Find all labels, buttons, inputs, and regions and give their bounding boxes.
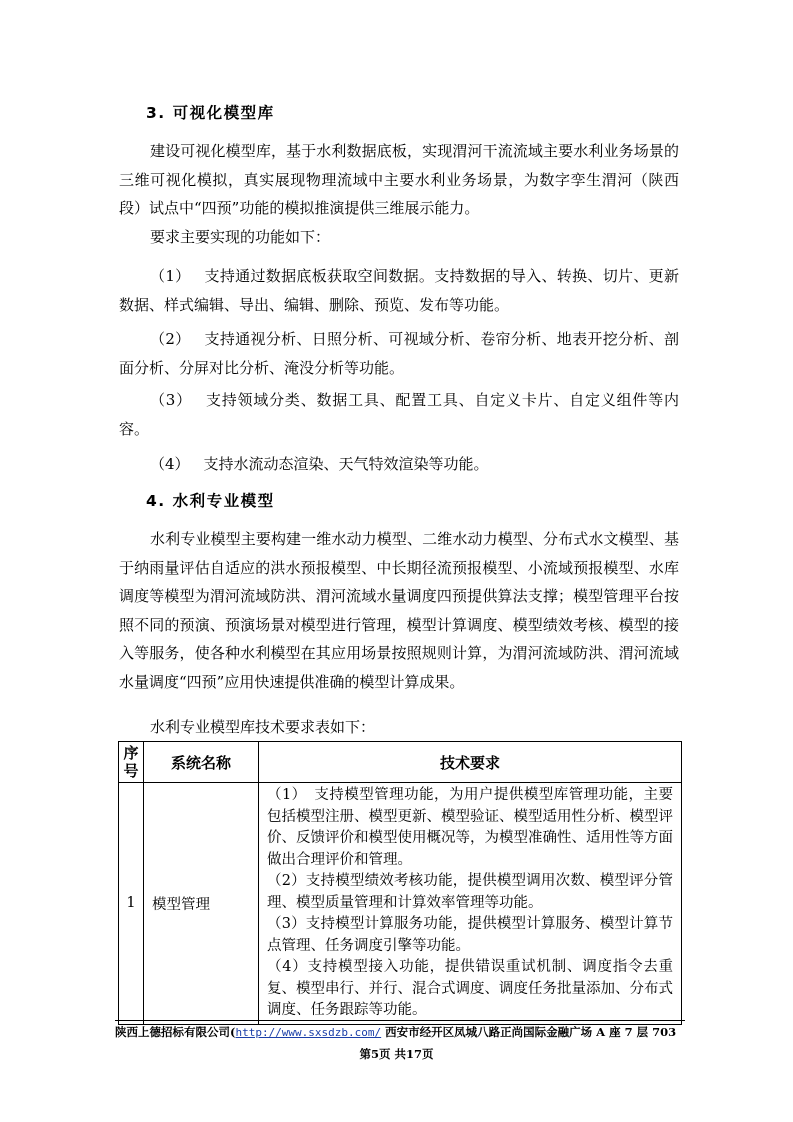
section-3-heading: 3. 可视化模型库 bbox=[146, 104, 275, 122]
item-number: （4） bbox=[150, 455, 190, 473]
item-number: （2） bbox=[150, 330, 191, 348]
list-item bbox=[119, 325, 679, 382]
footer-address: 西安市经开区凤城八路正尚国际金融广场 A 座 7 层 703 bbox=[381, 1025, 677, 1039]
item-number: （3） bbox=[150, 391, 192, 409]
item-text: 支持领域分类、数据工具、配置工具、自定义卡片、自定义组件等内容。 bbox=[119, 391, 679, 438]
row-requirements bbox=[259, 783, 682, 1025]
section-3-intro: 建设可视化模型库，基于水利数据底板，实现渭河干流流域主要水利业务场景的三维可视化模拟，真实展现物理流域中主要水利业务场景，为数字孪生渭河（陕西段）试点中“四预”功能的模拟推演提供三维展示能力。 bbox=[119, 142, 679, 218]
requirement-item: （2）支持模型绩效考核功能，提供模型调用次数、模型评分管理、模型质量管理和计算效率管理等功能。 bbox=[267, 873, 673, 911]
requirement-item: （3）支持模型计算服务功能，提供模型计算服务、模型计算节点管理、任务调度引擎等功能。 bbox=[267, 916, 673, 954]
footer-company: 陕西上德招标有限公司( bbox=[115, 1025, 236, 1039]
item-text: 支持通过数据底板获取空间数据。支持数据的导入、转换、切片、更新数据、样式编辑、导出、编辑、删除、预览、发布等功能。 bbox=[119, 267, 679, 314]
list-item bbox=[119, 262, 679, 319]
section-4-intro: 水利专业模型主要构建一维水动力模型、二维水动力模型、分布式水文模型、基于纳雨量评估自适应的洪水预报模型、中长期径流预报模型、小流域预报模型、水库调度等模型为渭河流域防洪、渭河流域水量调度四预提供算法支撑；模型管理平台按照不同的预演、预演场景对模型进行管理，模型计算调度、模型绩效考核、模型的接入等服务，使各种水利模型在其应用场景按照规则计算，为渭河流域防洪、渭河流域水量调度“四预”应用快速提供准确的模型计算成果。 bbox=[119, 530, 679, 691]
list-item bbox=[119, 450, 679, 479]
item-text: 支持水流动态渲染、天气特效渲染等功能。 bbox=[203, 455, 489, 473]
requirement-item: （4）支持模型接入功能，提供错误重试机制、调度指令去重复、模型串行、并行、混合式调度、调度任务批量添加、分布式调度、任务跟踪等功能。 bbox=[267, 959, 673, 1018]
item-text: 支持通视分析、日照分析、可视域分析、卷帘分析、地表开挖分析、剖面分析、分屏对比分析、淹没分析等功能。 bbox=[119, 330, 679, 377]
page-number: 第5页 共17页 bbox=[359, 1047, 434, 1061]
row-system-name: 模型管理 bbox=[144, 783, 259, 1025]
table-row bbox=[119, 783, 682, 1025]
item-number: （1） bbox=[150, 267, 191, 285]
footer-divider bbox=[115, 1020, 685, 1021]
header-seq: 序号 bbox=[119, 742, 144, 783]
section-3-lead: 要求主要实现的功能如下： bbox=[150, 228, 331, 246]
header-requirements: 技术要求 bbox=[259, 742, 682, 783]
footer-url-link[interactable]: http://www.sxsdzb.com/ bbox=[235, 1026, 382, 1039]
table-lead: 水利专业模型库技术要求表如下： bbox=[150, 718, 376, 736]
header-system-name: 系统名称 bbox=[144, 742, 259, 783]
footer-company-line bbox=[115, 1024, 676, 1040]
requirements-table bbox=[118, 741, 682, 1025]
list-item bbox=[119, 386, 679, 443]
table-header-row bbox=[119, 742, 682, 783]
section-4-heading: 4. 水利专业模型 bbox=[146, 492, 275, 510]
row-seq: 1 bbox=[119, 783, 144, 1025]
requirement-item: （1） 支持模型管理功能，为用户提供模型库管理功能，主要包括模型注册、模型更新、模型验证、模型适用性分析、模型评价、反馈评价和模型使用概况等，为模型准确性、适用性等方面做出合理评价和管理。 bbox=[267, 787, 673, 868]
